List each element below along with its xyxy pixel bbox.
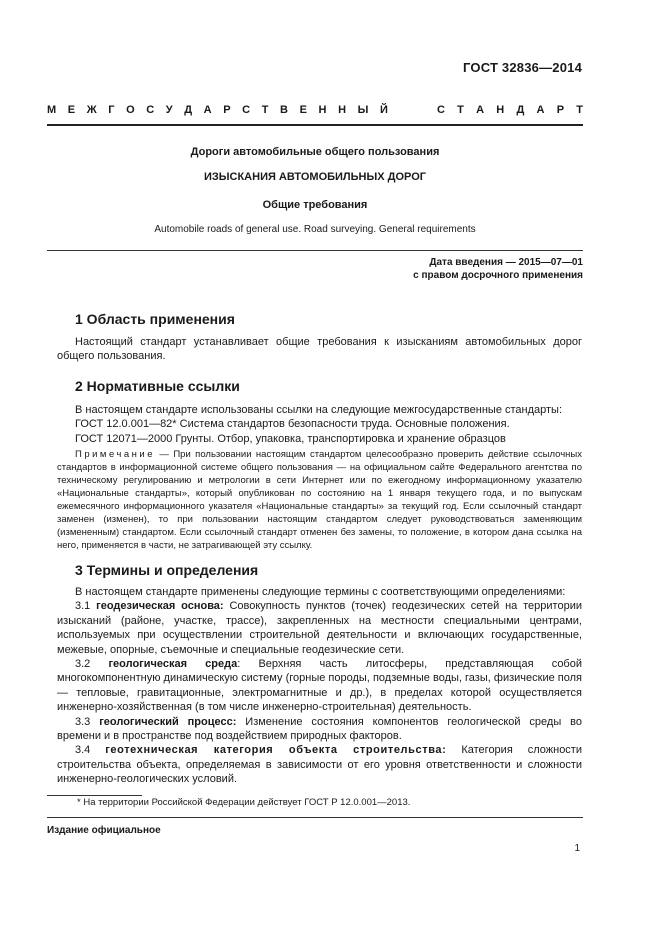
banner-letter: Н [318, 104, 327, 116]
term-3-4 [57, 743, 582, 786]
banner-letter: Т [457, 104, 464, 116]
introduction-date-line: Дата введения — 2015—07—01 [429, 257, 583, 268]
term-3-2 [57, 657, 582, 715]
term-3-3 [57, 715, 582, 744]
banner-letter: Е [299, 104, 307, 116]
term-definition: Изменение состояния компонентов геологической среды во времени и в пространстве под воздействием природных факторов. [57, 715, 582, 743]
reference-gost-12071: ГОСТ 12071—2000 Грунты. Отбор, упаковка, транспортировка и хранение образцов [75, 432, 506, 445]
header-divider [47, 124, 583, 126]
term-number: 3.1 [75, 600, 97, 613]
banner-letter: А [203, 104, 212, 116]
introduction-date [413, 256, 583, 282]
term-definition: Категория сложности строительства объекта, определяемая в зависимости от его уровня ответственности и сложности инженерно-геологических условий. [57, 744, 582, 786]
banner-letter: С [146, 104, 155, 116]
note-text: — При пользовании настоящим стандартом целесообразно проверить действие ссылочных стандартов в информационной системе общего пользования — на официальном сайте Федерального агентства по техническому регулированию и метрологии в сети Интернет или по ежегодному информационному указателю «Национальные стандарты», который опубликован по состоянию на 1 января текущего года, и по выпускам ежемесячного информационного указателя «Национальные стандарты» за текущий год. Если ссылочный стандарт заменен (изменен), то при пользовании настоящим стандартом следует руководствоваться заменяющим (измененным) стандартом. Если ссылочный стандарт отменен без замены, то положение, в котором дана ссылка на него, применяется в части, не затрагивающей эту ссылку. [57, 449, 582, 551]
section-3-body [57, 585, 582, 787]
banner-word-standard [437, 104, 583, 116]
term-number: 3.3 [75, 715, 100, 728]
title-line-1: Дороги автомобильные общего пользования [190, 146, 440, 158]
section-2-heading: 2 Нормативные ссылки [75, 378, 240, 394]
early-application-line: с правом досрочного применения [413, 270, 583, 281]
term-name: геологическая среда [108, 658, 238, 671]
banner-letter: Т [261, 104, 269, 116]
banner-word-interstate [47, 104, 388, 116]
banner-letter: Н [338, 104, 347, 116]
banner-letter: Р [556, 104, 565, 116]
title-main: ИЗЫСКАНИЯ АВТОМОБИЛЬНЫХ ДОРОГ [203, 171, 427, 183]
banner-letter: О [126, 104, 135, 116]
term-name: геологический процесс: [99, 715, 237, 728]
section-1-heading: 1 Область применения [75, 311, 235, 327]
term-definition: : Верхняя часть литосферы, представляющая собой многокомпонентную динамическую систему (горные породы, подземные воды, газы, физические поля — тепловые, гравитационные, электромагнитные и др.), в пределах которой осуществляется инженерно-хозяйственная (в том числе инженерно-строительная) деятельность. [57, 658, 582, 714]
banner-letter: В [280, 104, 288, 116]
banner-letter: Ж [86, 104, 97, 116]
banner-letter: Ы [357, 104, 369, 116]
banner-letter: А [476, 104, 485, 116]
banner-letter: С [242, 104, 251, 116]
banner-letter: А [536, 104, 545, 116]
banner-letter: Д [184, 104, 193, 116]
section-1-paragraph: Настоящий стандарт устанавливает общие требования к изысканиям автомобильных дорог общего пользования. [57, 336, 582, 363]
banner-letter: У [165, 104, 173, 116]
term-3-1 [57, 599, 582, 657]
banner-letter: Т [576, 104, 583, 116]
section-3-heading: 3 Термины и определения [75, 562, 259, 578]
banner-letter: Й [379, 104, 388, 116]
interstate-standard-banner [47, 104, 583, 116]
term-name: геодезическая основа: [96, 600, 224, 613]
banner-letter: Н [496, 104, 505, 116]
section-1-body [57, 335, 582, 364]
banner-letter: С [437, 104, 445, 116]
banner-letter: Р [223, 104, 231, 116]
term-definition: Совокупность пунктов (точек) геодезических сетей на территории изысканий (районе, участке, трассе), закрепленных на местности специальными центрами, используемых при осуществлении строительной деятельности и включающих государственные, межевые, опорные, съемочные и специальные геодезические сети. [57, 600, 582, 656]
banner-letter: Г [108, 104, 115, 116]
term-name: геотехническая категория объекта строительства: [105, 744, 447, 757]
english-title: Automobile roads of general use. Road surveying. General requirements [154, 224, 476, 235]
term-number: 3.4 [75, 744, 106, 757]
banner-letter: Д [516, 104, 525, 116]
section-3-intro: В настоящем стандарте применены следующие термины с соответствующими определениями: [75, 586, 566, 598]
title-divider [47, 250, 583, 251]
document-number: ГОСТ 32836—2014 [463, 60, 582, 75]
note-paragraph [57, 448, 582, 552]
reference-gost-12-0-001: ГОСТ 12.0.001—82* Система стандартов безопасности труда. Основные положения. [75, 418, 510, 431]
page-number: 1 [574, 843, 580, 854]
term-number: 3.2 [75, 658, 109, 671]
section-2-note [57, 448, 582, 552]
banner-letter: Е [67, 104, 76, 116]
note-label: Примечание [75, 449, 155, 460]
section-2-intro: В настоящем стандарте использованы ссылки на следующие межгосударственные стандарты: [75, 404, 563, 416]
official-edition-label: Издание официальное [47, 825, 161, 836]
title-subtitle: Общие требования [262, 199, 368, 211]
footnote-divider [47, 795, 142, 796]
footer-divider [47, 817, 583, 818]
banner-letter: М [47, 104, 57, 116]
footnote: * На территории Российской Федерации действует ГОСТ Р 12.0.001—2013. [77, 797, 411, 808]
section-2-body [57, 403, 582, 446]
